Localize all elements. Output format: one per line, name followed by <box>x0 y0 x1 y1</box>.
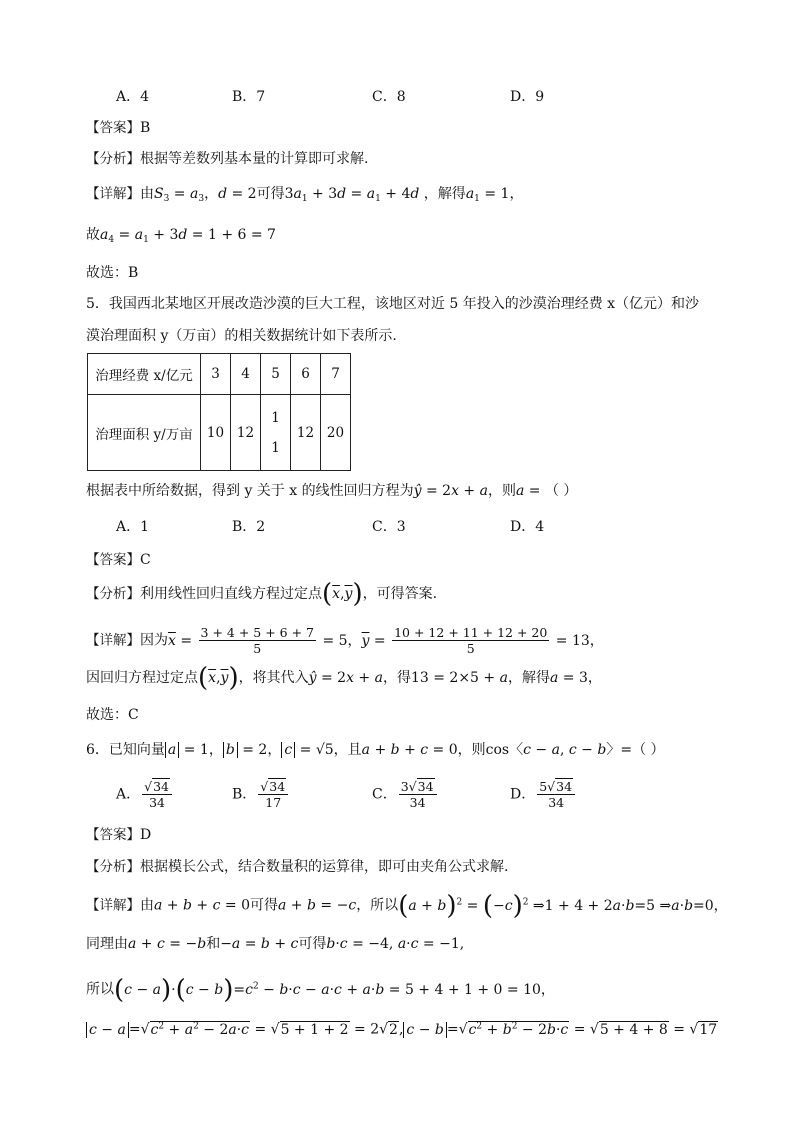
q6-eq-2: a + b = −c <box>278 897 357 914</box>
q5-answer: C <box>140 552 151 568</box>
q6-eq-7: $(c - a)\cdot(c - b)=c^2 - b\cdot c - a\cdot c + a\cdot b = 5 + 4 + 1 + 0 = 10$， <box>114 974 555 1005</box>
q5-detail-2d: ，解得 <box>507 670 550 686</box>
table-row <box>88 354 351 395</box>
q5-option-a: A．1 <box>116 519 150 535</box>
analysis-tag: 【分析】 <box>86 586 140 602</box>
q4-detail-mid: 可得 <box>256 186 285 202</box>
q6-answer-line <box>86 825 151 845</box>
q4-detail-solve: 解得 <box>437 186 466 202</box>
q6-given: a = 1， b = 2， c = √5 <box>165 742 334 758</box>
q5-analysis-line <box>86 579 438 609</box>
analysis-tag: 【分析】 <box>86 151 140 167</box>
q6-option-d: D． $\frac{5√34}{34}$ <box>510 779 577 810</box>
q6-stem-a: 6．已知向量 <box>86 742 165 758</box>
q6-option-c: C． $\frac{3√34}{34}$ <box>372 779 439 810</box>
table-cell: 12 <box>291 395 321 471</box>
q6-detail-c: ，所以 <box>356 897 399 914</box>
q6-sum-zero: a + b + c = 0 <box>361 742 458 758</box>
q5-detail-2a: 因回归方程过定点 <box>86 670 198 686</box>
table-cell: 4 <box>231 354 261 395</box>
answer-tag: 【答案】 <box>86 827 140 843</box>
q6-option-a: A． $\frac{√34}{34}$ <box>116 779 174 810</box>
q5-stem-line-3 <box>86 481 577 501</box>
q6-analysis: 根据模长公式，结合数量积的运算律，即可由夹角公式求解. <box>140 859 509 875</box>
q6-analysis-line <box>86 857 508 877</box>
q5-option-b: B．2 <box>232 519 266 535</box>
q5-stem-line-2: 漠治理面积 y（万亩）的相关数据统计如下表所示. <box>86 328 397 344</box>
q6-option-b-label: B． <box>232 786 257 803</box>
table-cell: 12 <box>231 395 261 471</box>
q5-detail-2b: ，将其代入 <box>238 670 309 686</box>
q6-detail-a: 由 <box>140 897 154 914</box>
q6-stem-b: ，且 <box>333 742 362 758</box>
q5-fixed-point: $(\overline{x},\overline{y})$ <box>322 579 363 609</box>
q6-detail-2b: 和 <box>206 936 221 952</box>
q5-analysis: 利用线性回归直线方程过定点 <box>140 586 322 602</box>
q5-option-d: D．4 <box>510 519 545 535</box>
q6-option-d-label: D． <box>510 786 536 803</box>
q6-detail-line-2 <box>86 934 464 954</box>
table-cell: 10 <box>201 395 231 471</box>
detail-tag: 【详解】 <box>86 186 140 202</box>
q4-option-c: C．8 <box>372 89 406 105</box>
q5-detail-2c: ，得 <box>382 670 411 686</box>
q6-stem-c: ，则 <box>457 742 486 758</box>
q4-option-a: A．4 <box>116 89 150 105</box>
q4-option-d: D．9 <box>510 89 545 105</box>
q6-answer: D <box>140 827 152 843</box>
answer-tag: 【答案】 <box>86 552 140 568</box>
q5-regression-eq: ŷ = 2x + a <box>413 483 488 499</box>
q6-option-a-label: A． <box>116 786 141 803</box>
q6-detail-line-4 <box>86 1016 718 1040</box>
q6-stem-line <box>86 740 665 760</box>
q5-analysis-tail: ，可得答案. <box>362 586 438 602</box>
q6-eq-3: $(a + b)^2 = (-c)^2$ ⇒1 + 4 + 2a·b=5 ⇒a·b=0， <box>398 890 728 921</box>
q6-stem-d: （ ） <box>632 742 665 758</box>
q6-detail-2a: 同理由 <box>86 936 128 952</box>
q4-detail-prefix: 由 <box>140 186 154 202</box>
q5-detail-line-2 <box>86 663 602 693</box>
table-cell: 3 <box>201 354 231 395</box>
q5-choose: 故选：C <box>86 707 139 723</box>
analysis-tag: 【分析】 <box>86 859 140 875</box>
q5-stem-3b: ，则 <box>487 483 516 499</box>
q4-option-b: B．7 <box>232 89 266 105</box>
table-cell: 20 <box>321 395 351 471</box>
q6-detail-2c: 可得 <box>298 936 327 952</box>
q6-detail-line-3 <box>86 974 555 1005</box>
detail-tag: 【详解】 <box>86 632 140 649</box>
table-cell: 6 <box>291 354 321 395</box>
q5-stem-line-1: 5．我国西北某地区开展改造沙漠的巨大工程，该地区对近 5 年投入的沙漠治理经费 x（亿元）和沙 <box>86 296 700 312</box>
q4-formula-2: $3a_1 + 3d = a_1 + 4d$ ， <box>284 186 438 204</box>
q4-formula-1: $S_3 = a_3$，d = 2 <box>154 186 257 204</box>
table-cell: 11 <box>261 395 291 471</box>
q5-mean-x: $\overline{x}$ = $\frac{3 + 4 + 5 + 6 + 7}{5}$ = 5，$\overline{y}$ = $\frac{10 + 12 + 11 + 12 + 20}{5}$ = 13， <box>168 625 604 656</box>
q5-detail-line <box>86 625 604 656</box>
q4-analysis-line <box>86 149 368 169</box>
q6-option-c-label: C． <box>372 786 397 803</box>
q5-stem-3c: （ ） <box>544 483 578 499</box>
q5-answer-line <box>86 550 151 570</box>
q5-stem-3a: 根据表中所给数据，得到 y 关于 x 的线性回归方程为 <box>86 483 414 499</box>
table-row <box>88 395 351 471</box>
q5-var-a: a = <box>515 483 545 499</box>
q4-detail-so: 故 <box>86 227 100 243</box>
q4-detail-line <box>86 184 523 209</box>
table-cell: 7 <box>321 354 351 395</box>
q6-detail-line <box>86 890 728 921</box>
q6-detail-b: 可得 <box>250 897 278 914</box>
q6-eq-8: $c - a =√c^2 + a^2 - 2a\cdot c = √5 + 1 + 2 = 2√2$, $c - b =√c^2 + b^2 - 2b\cdot c = √5 + 4 + 8 = √17$ <box>86 1021 718 1038</box>
q5-eq-4: a = 3， <box>549 670 602 686</box>
q4-formula-4: $a_4 = a_1 + 3d = 1 + 6 = 7$ <box>100 227 276 245</box>
q5-fixed-point-2: $(\overline{x},\overline{y})$ <box>198 663 239 693</box>
q4-answer: B <box>140 120 151 136</box>
table-header-x: 治理经费 x/亿元 <box>88 354 201 395</box>
q5-because: 因为 <box>140 632 168 649</box>
answer-tag: 【答案】 <box>86 120 140 136</box>
q5-option-c: C．3 <box>372 519 406 535</box>
q6-eq-1: a + b + c = 0 <box>154 897 250 914</box>
q6-option-b: B． $\frac{√34}{17}$ <box>232 779 290 810</box>
table-cell: 5 <box>261 354 291 395</box>
q6-eq-4: a + c = −b <box>128 936 207 952</box>
q4-answer-line <box>86 118 150 138</box>
q4-result-line <box>86 225 276 250</box>
table-header-y: 治理面积 y/万亩 <box>88 395 201 471</box>
q5-eq-3: 13 = 2×5 + a <box>410 670 508 686</box>
q6-detail-3: 所以 <box>86 981 114 998</box>
q6-cos: cos〈c − a, c − b〉= <box>485 742 633 758</box>
q6-eq-5: −a = b + c <box>220 936 299 952</box>
q4-formula-3: $a_1 = 1$， <box>465 186 524 204</box>
q4-analysis: 根据等差数列基本量的计算即可求解. <box>140 151 369 167</box>
detail-tag: 【详解】 <box>86 897 140 914</box>
q6-eq-6: b·c = −4, a·c = −1, <box>326 936 465 952</box>
q5-eq-2: ŷ = 2x + a <box>308 670 383 686</box>
q5-data-table <box>87 353 351 471</box>
q4-choose: 故选：B <box>86 265 139 281</box>
